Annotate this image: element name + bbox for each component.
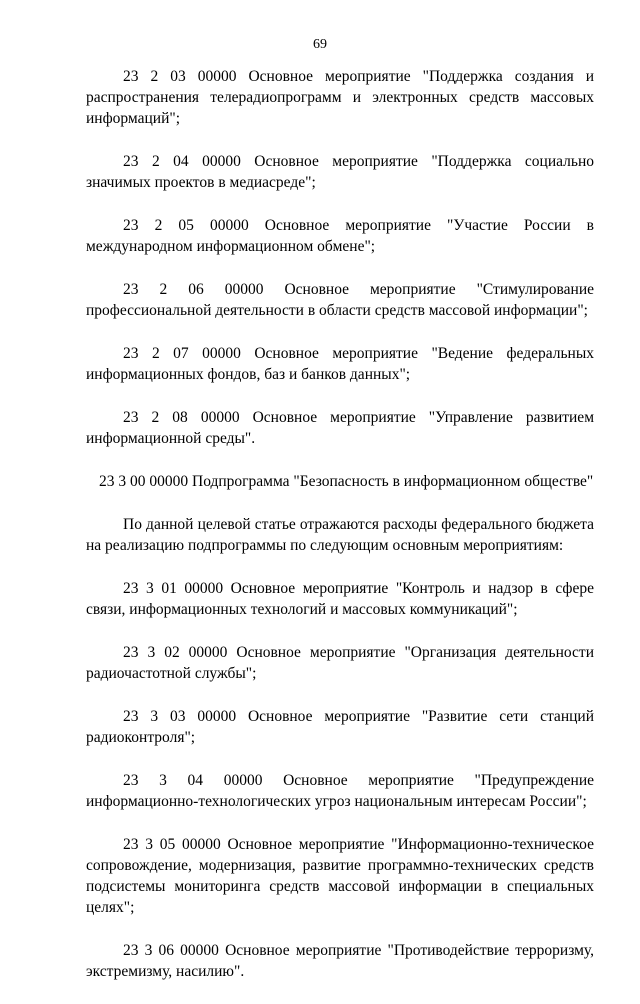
- page-number: 69: [313, 37, 327, 52]
- document-body: [86, 66, 594, 1004]
- paragraph-main-event-23-2-04: 23 2 04 00000 Основное мероприятие "Поддержка социально значимых проектов в медиасреде";: [86, 153, 594, 191]
- paragraph-main-event-23-2-07: 23 2 07 00000 Основное мероприятие "Ведение федеральных информационных фондов, баз и банков данных";: [86, 345, 594, 383]
- paragraph-main-event-23-3-02: 23 3 02 00000 Основное мероприятие "Организация деятельности радиочастотной службы";: [86, 644, 594, 682]
- paragraph-main-event-23-3-05: 23 3 05 00000 Основное мероприятие "Информационно-техническое сопровождение, модернизация, развитие программно-технических средств подсистемы мониторинга средств массовой информации в специальных целях";: [86, 836, 594, 916]
- subprogram-heading-23-3: 23 3 00 00000 Подпрограмма "Безопасность в информационном обществе": [99, 473, 594, 490]
- paragraph-main-event-23-2-06: 23 2 06 00000 Основное мероприятие "Стимулирование профессиональной деятельности в области средств массовой информации";: [86, 281, 594, 319]
- paragraph-main-event-23-2-05: 23 2 05 00000 Основное мероприятие "Участие России в международном информационном обмене";: [86, 217, 594, 255]
- paragraph-main-event-23-3-01: 23 3 01 00000 Основное мероприятие "Контроль и надзор в сфере связи, информационных технологий и массовых коммуникаций";: [86, 580, 594, 618]
- paragraph-main-event-23-3-03: 23 3 03 00000 Основное мероприятие "Развитие сети станций радиоконтроля";: [86, 708, 594, 746]
- paragraph-main-event-23-2-03: 23 2 03 00000 Основное мероприятие "Поддержка создания и распространения телерадиопрограмм и электронных средств массовых информаций";: [86, 68, 594, 127]
- paragraph-main-event-23-3-06: 23 3 06 00000 Основное мероприятие "Противодействие терроризму, экстремизму, насилию".: [86, 942, 594, 980]
- paragraph-main-event-23-3-04: 23 3 04 00000 Основное мероприятие "Предупреждение информационно-технологических угроз национальным интересам России";: [86, 772, 594, 810]
- paragraph-intro: По данной целевой статье отражаются расходы федерального бюджета на реализацию подпрограммы по следующим основным мероприятиям:: [86, 516, 594, 554]
- paragraph-main-event-23-2-08: 23 2 08 00000 Основное мероприятие "Управление развитием информационной среды".: [86, 409, 594, 447]
